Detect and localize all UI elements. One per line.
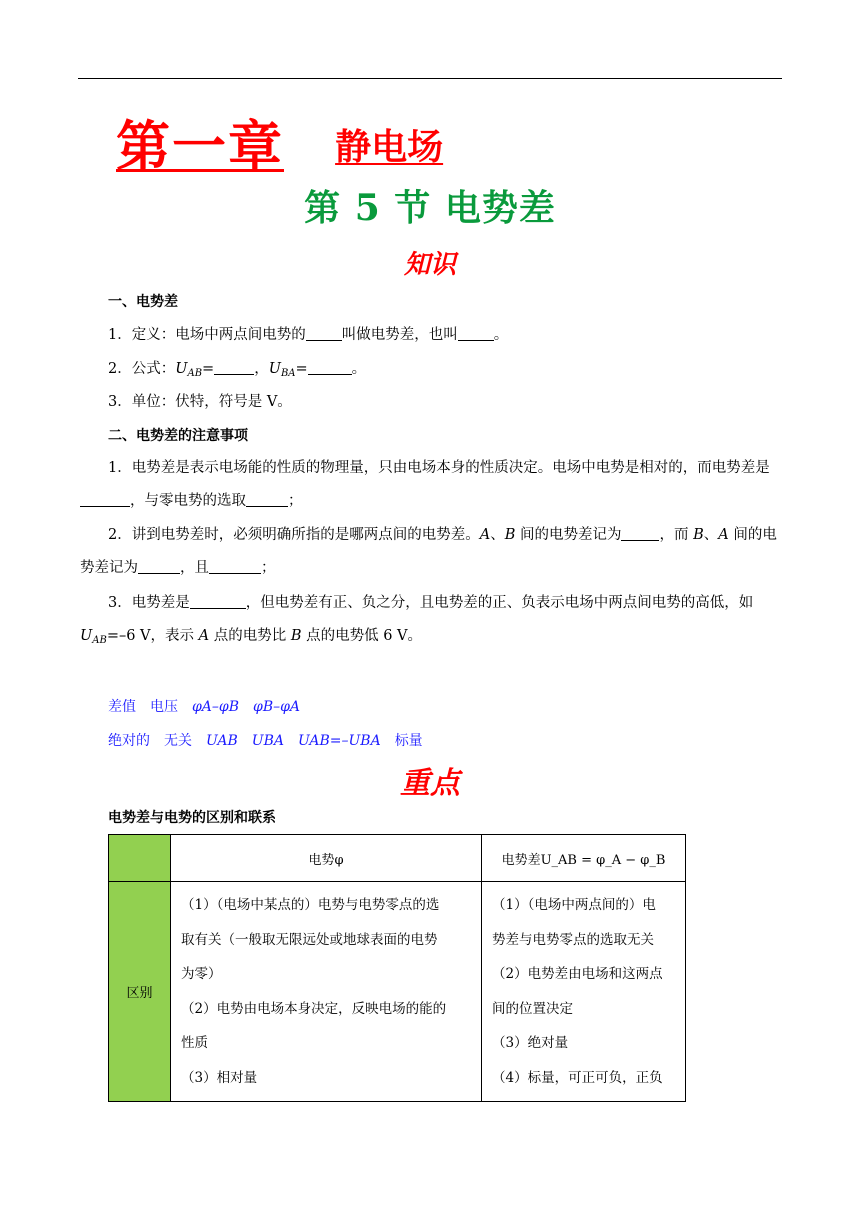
- top-rule: [78, 78, 782, 79]
- note-item-2: 2．讲到电势差时，必须明确所指的是哪两点间的电势差。A、B 间的电势差记为 ，而 B、A 间的电势差记为 ，且 ；: [80, 527, 777, 576]
- definition-line: 1．定义：电场中两点间电势的 叫做电势差，也叫 。: [108, 327, 509, 343]
- potential-difference-header: 电势差U_AB = φ_A − φ_B: [482, 835, 686, 882]
- key-points-heading: 重点: [400, 766, 460, 801]
- unit-line: 3．单位：伏特，符号是 V。: [108, 394, 292, 410]
- chapter-heading: [116, 104, 443, 181]
- corner-cell: [109, 835, 171, 882]
- potential-cell: （1）（电场中某点的）电势与电势零点的选 取有关（一般取无限远处或地球表面的电势 为零） （2）电势由电场本身决定，反映电场的能的 性质 （3）相对量: [171, 882, 482, 1102]
- chapter-number: 第一章: [116, 114, 284, 178]
- comparison-table: [108, 834, 686, 1102]
- formula-line: 2．公式：$U_{AB}=$ ，$U_{BA}=$ 。: [108, 361, 367, 379]
- chapter-name: 静电场: [335, 126, 444, 168]
- knowledge-heading: 知识: [403, 250, 456, 280]
- answer-line-2: 绝对的 无关 UAB UBA UAB=–UBA 标量: [108, 733, 423, 749]
- row-label-difference: 区别: [109, 882, 171, 1102]
- answer-line-1: 差值 电压 φA–φB φB–φA: [108, 699, 301, 715]
- potential-header: 电势φ: [171, 835, 482, 882]
- note-item-1: 1．电势差是表示电场能的性质的物理量，只由电场本身的性质决定。电场中电势是相对的，而电势差是，与零电势的选取 ；: [80, 452, 782, 518]
- note-item-3: 3．电势差是 ，但电势差有正、负之分，且电势差的正、负表示电场中两点间电势的高低，如 $U_{AB}=-6$ V，表示 A 点的电势比 B 点的电势低 6 V。: [80, 595, 754, 646]
- part1-title: 一、电势差: [108, 294, 178, 310]
- part2-title: 二、电势差的注意事项: [108, 428, 248, 444]
- potential-difference-cell: （1）（电场中两点间的）电 势差与电势零点的选取无关 （2）电势差由电场和这两点 间的位置决定 （3）绝对量 （4）标量，可正可负，正负: [482, 882, 686, 1102]
- section-title: 第 5 节 电势差: [304, 187, 556, 229]
- table-title: 电势差与电势的区别和联系: [108, 810, 276, 826]
